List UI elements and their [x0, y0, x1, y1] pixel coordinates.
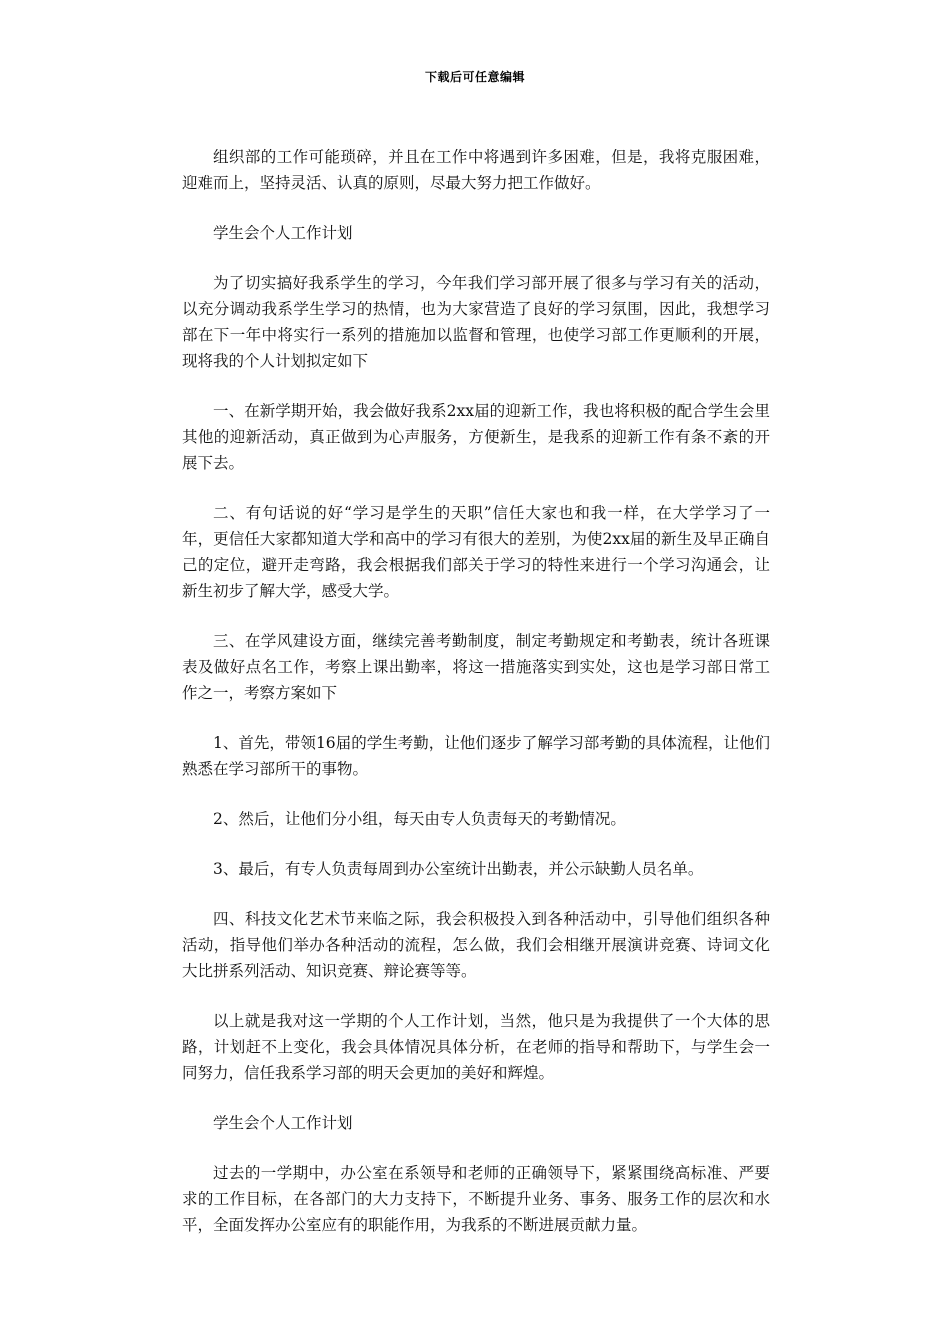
paragraph-1: 组织部的工作可能琐碎，并且在工作中将遇到许多困难，但是，我将克服困难，迎难而上，坚持灵活、认真的原则，尽最大努力把工作做好。 [182, 148, 770, 192]
paragraph-2: 为了切实搞好我系学生的学习，今年我们学习部开展了很多与学习有关的活动，以充分调动我系学生学习的热情，也为大家营造了良好的学习氛围，因此，我想学习部在下一年中将实行一系列的措施加以监督和管理，也使学习部工作更顺利的开展，现将我的个人计划拟定如下 [182, 274, 770, 370]
page-header: 下载后可任意编辑 [424, 70, 525, 84]
paragraph-7: 2、然后，让他们分小组，每天由专人负责每天的考勤情况。 [213, 810, 626, 828]
document-body [182, 144, 770, 1262]
paragraph-5: 三、在学风建设方面，继续完善考勤制度，制定考勤规定和考勤表，统计各班课表及做好点名工作，考察上课出勤率，将这一措施落实到实处，这也是学习部日常工作之一，考察方案如下 [182, 632, 770, 702]
section-heading-2: 学生会个人工作计划 [213, 1114, 353, 1132]
paragraph-9: 四、科技文化艺术节来临之际，我会积极投入到各种活动中，引导他们组织各种活动，指导他们举办各种活动的流程，怎么做，我们会相继开展演讲竞赛、诗词文化大比拼系列活动、知识竞赛、辩论赛等等。 [182, 910, 770, 980]
paragraph-10: 以上就是我对这一学期的个人工作计划，当然，他只是为我提供了一个大体的思路，计划赶不上变化，我会具体情况具体分析，在老师的指导和帮助下，与学生会一同努力，信任我系学习部的明天会更加的美好和辉煌。 [182, 1012, 770, 1082]
paragraph-8: 3、最后，有专人负责每周到办公室统计出勤表，并公示缺勤人员名单。 [213, 860, 704, 878]
section-heading-1: 学生会个人工作计划 [213, 224, 353, 242]
paragraph-3: 一、在新学期开始，我会做好我系2xx届的迎新工作，我也将积极的配合学生会里其他的迎新活动，真正做到为心声服务，方便新生，是我系的迎新工作有条不紊的开展下去。 [182, 402, 770, 472]
paragraph-4: 二、有句话说的好“学习是学生的天职”信任大家也和我一样，在大学学习了一年，更信任大家都知道大学和高中的学习有很大的差别，为使2xx届的新生及早正确自己的定位，避开走弯路，我会根据我们部关于学习的特性来进行一个学习沟通会，让新生初步了解大学，感受大学。 [182, 504, 770, 600]
paragraph-6: 1、首先，带领16届的学生考勤，让他们逐步了解学习部考勤的具体流程，让他们熟悉在学习部所干的事物。 [182, 734, 770, 778]
paragraph-11: 过去的一学期中，办公室在系领导和老师的正确领导下，紧紧围绕高标准、严要求的工作目标，在各部门的大力支持下，不断提升业务、事务、服务工作的层次和水平，全面发挥办公室应有的职能作用，为我系的不断进展贡献力量。 [182, 1164, 770, 1234]
